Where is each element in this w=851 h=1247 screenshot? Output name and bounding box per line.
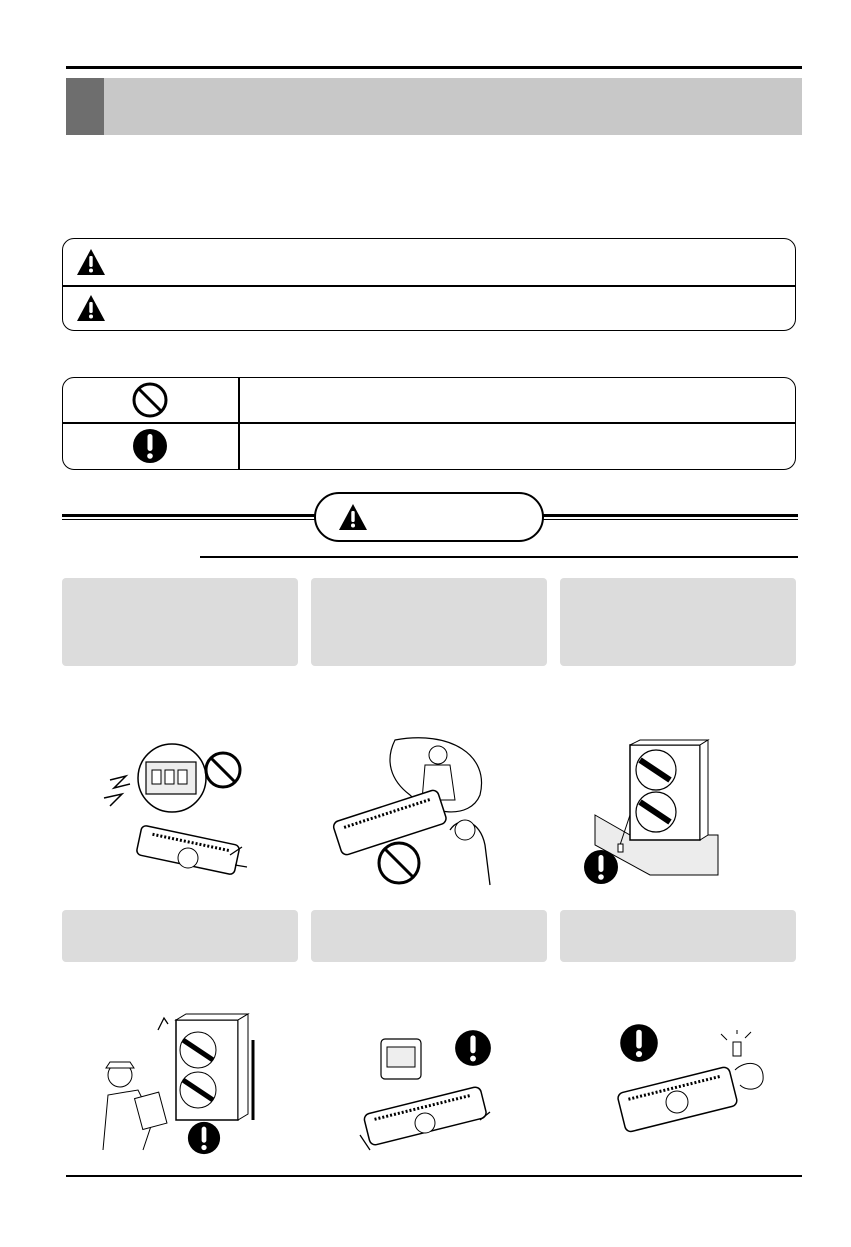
warning-banner <box>314 492 544 542</box>
mandatory-exclamation-icon <box>131 427 169 465</box>
banner-rule-right <box>543 514 798 520</box>
symbol-hdivider <box>63 422 795 424</box>
wall-switch-electric-shock-illustration <box>90 740 270 890</box>
mandatory-exclamation-icon <box>618 1022 660 1064</box>
mandatory-exclamation-icon <box>186 1120 222 1156</box>
legend-divider <box>63 285 795 287</box>
card-caption-box-1 <box>62 578 298 666</box>
prohibited-icon <box>203 750 243 790</box>
bottom-rule <box>66 1175 802 1177</box>
prohibited-icon <box>131 381 169 419</box>
symbol-vdivider <box>238 378 240 469</box>
section-title-band <box>66 78 802 135</box>
card-caption-box-6 <box>560 910 796 962</box>
card-caption-box-2 <box>311 578 547 666</box>
top-rule <box>66 66 802 69</box>
warning-triangle-icon <box>338 503 368 531</box>
banner-rule-left <box>62 514 317 520</box>
card-caption-box-3 <box>560 578 796 666</box>
mandatory-exclamation-icon <box>582 848 620 886</box>
symbol-legend-box <box>62 377 796 470</box>
prohibited-icon <box>376 840 422 886</box>
section-sub-rule <box>200 556 798 558</box>
mandatory-exclamation-icon <box>453 1028 493 1068</box>
warning-triangle-icon <box>76 248 106 276</box>
section-title-tab <box>66 78 104 135</box>
warning-triangle-icon <box>76 294 106 322</box>
card-caption-box-5 <box>311 910 547 962</box>
card-caption-box-4 <box>62 910 298 962</box>
